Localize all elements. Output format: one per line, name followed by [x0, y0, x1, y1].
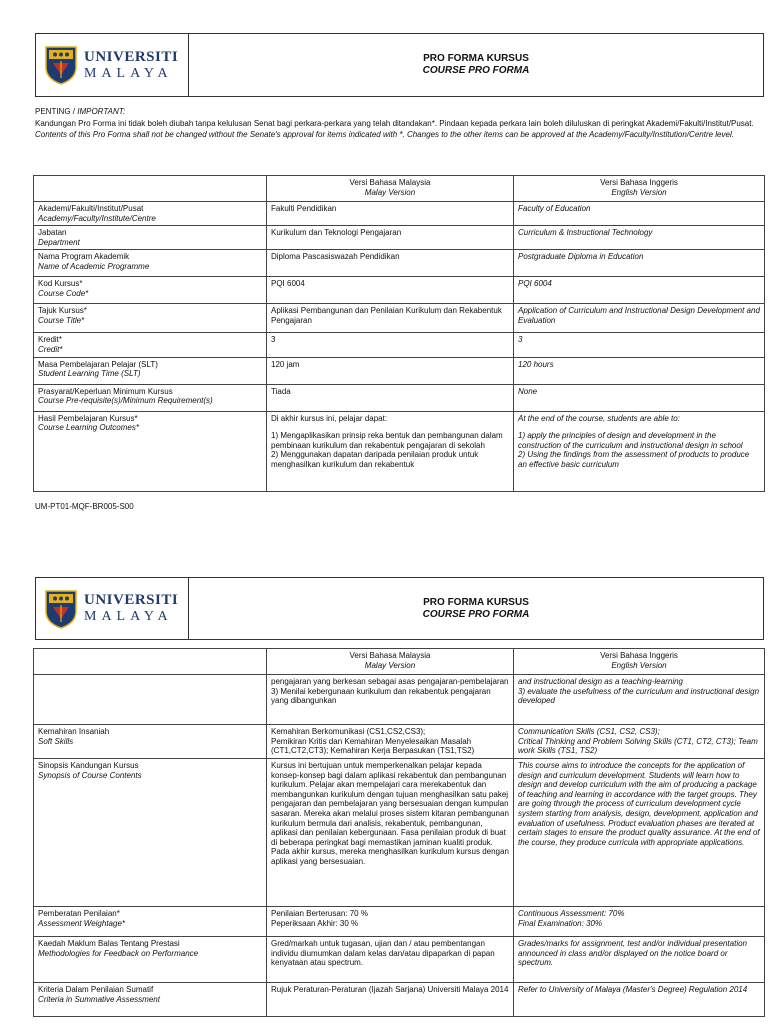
malay-value: 3: [271, 335, 276, 345]
english-value: This course aims to introduce the concepts for the application of design and curriculum development. Students will learn how to design and develop curriculum with the aim of producing a package of teaching and learning in accordance with the target groups. They are going through the process of curriculum development cycle system starting from analysis, design, development, application and evaluation of usefulness. Product evaluation phases are iterated at certain stages to ensure the product quality assurance. At the end of the course, they produce curricula with appropriate applications.: [518, 761, 760, 847]
row-label-ms: Nama Program Akademik: [38, 252, 130, 262]
malay-value-cell: [267, 202, 514, 226]
page-title: PRO FORMA KURSUS: [423, 596, 529, 608]
english-value: 3: [518, 335, 523, 345]
english-value: Communication Skills (CS1, CS2, CS3); Critical Thinking and Problem Solving Skills (CT1, CT2, CT3); Team work Skills (TS1, TS2): [518, 727, 758, 756]
malay-value-cell: [267, 983, 514, 1017]
row-label-en: Course Code*: [38, 288, 89, 298]
row-label-cell: [34, 333, 267, 357]
outcomes-intro-ms: Di akhir kursus ini, pelajar dapat:: [271, 413, 388, 423]
row-label-ms: Prasyarat/Keperluan Minimum Kursus: [38, 386, 173, 396]
form-code: UM-PT01-MQF-BR005-S00: [35, 502, 134, 511]
malay-value: pengajaran yang berkesan sebagai asas pengajaran-pembelajaran 3) Menilai kebergunaan kurikulum dan rekabentuk pengajaran yang dibangunkan: [271, 677, 509, 706]
title-cell: [189, 34, 763, 96]
row-label-ms: Kod Kursus*: [38, 279, 83, 289]
course-table-page-2: [33, 648, 765, 1017]
row-label-cell: [34, 759, 267, 907]
row-label-en: Credit*: [38, 344, 63, 354]
outcomes-intro-en: At the end of the course, students are able to:: [518, 413, 680, 423]
row-label-cell: [34, 226, 267, 250]
english-value: Faculty of Education: [518, 204, 591, 213]
malay-value-cell: [267, 907, 514, 937]
malay-value: Diploma Pascasiswazah Pendidikan: [271, 252, 400, 262]
table-row: [34, 304, 765, 333]
malay-value-cell: [267, 384, 514, 411]
table-header-row: [34, 649, 765, 675]
row-label-ms: Kriteria Dalam Penilaian Sumatif: [38, 985, 154, 994]
malay-value-cell: [267, 357, 514, 384]
outcome-1-ms: 1) Mengaplikasikan prinsip reka bentuk dan pembangunan dalam pembinaan kurikulum dan rekabentuk pengajaran di sekolah: [271, 431, 503, 450]
english-value: None: [518, 386, 538, 396]
malay-value-cell: [267, 725, 514, 759]
header-english-version: Versi Bahasa Inggeris English Version: [514, 649, 765, 675]
outcome-2-en: 2) Using the findings from the assessment of products to produce an effective basic curriculum: [518, 450, 750, 469]
malay-value-cell: [267, 250, 514, 277]
english-value: Refer to University of Malaya (Master's Degree) Regulation 2014: [518, 985, 748, 994]
row-label-ms: Akademi/Fakulti/Institut/Pusat: [38, 204, 144, 213]
logo-line-2: MALAYA: [84, 609, 173, 624]
row-label-ms: Pemberatan Penilaian*: [38, 909, 120, 918]
malay-value: Penilaian Berterusan: 70 % Peperiksaan Akhir: 30 %: [271, 909, 368, 928]
outcome-1-en: 1) apply the principles of design and development in the construction of the curriculum and instructional design in school: [518, 431, 743, 450]
english-value-cell: [514, 357, 765, 384]
page-subtitle: COURSE PRO FORMA: [422, 608, 530, 620]
header-blank-cell: [34, 176, 267, 202]
malay-value-cell: [267, 937, 514, 983]
table-row: [34, 384, 765, 411]
row-label-en: Soft Skills: [38, 736, 74, 746]
notice-body-ms: Kandungan Pro Forma ini tidak boleh diubah tanpa kelulusan Senat bagi perkara-perkara yang telah ditandakan*. Pindaan kepada perkara lain boleh diluluskan di peringkat Akademi/Fakulti/Institut/Pusat.: [35, 118, 754, 128]
row-label-en: Academy/Faculty/Institute/Centre: [38, 213, 156, 223]
logo-line-2: MALAYA: [84, 65, 173, 81]
notice-heading: [35, 107, 764, 117]
table-row: [34, 202, 765, 226]
table-row: [34, 250, 765, 277]
notice-body-en: Contents of this Pro Forma shall not be changed without the Senate's approval for items indicated with *. Changes to the other items can be approved at the Academy/Faculty/Institution/Centre level.: [35, 130, 734, 140]
row-label-cell: [34, 202, 267, 226]
table-row: [34, 759, 765, 907]
malay-value: Kemahiran Berkomunikasi (CS1,CS2,CS3); Pemikiran Kritis dan Kemahiran Menyelesaikan Masalah (CT1,CT2,CT3); Kemahiran Kerja Berpasukan (TS1,TS2): [271, 727, 475, 756]
row-label-en: Course Pre-requisite(s)/Minimum Requirement(s): [38, 396, 213, 406]
malay-value: Rujuk Peraturan-Peraturan (Ijazah Sarjana) Universiti Malaya 2014: [271, 985, 509, 994]
table-row-learning-outcomes: [34, 411, 765, 491]
row-label-en: Criteria in Summative Assessment: [38, 994, 160, 1004]
english-value-cell: [514, 277, 765, 304]
table-row: [34, 983, 765, 1017]
notice-heading-ms: PENTING /: [35, 107, 78, 116]
notice-heading-en: IMPORTANT:: [77, 107, 126, 116]
english-value: Curriculum & Instructional Technology: [518, 228, 653, 238]
table-row: [34, 277, 765, 304]
malay-value: Kurikulum dan Teknologi Pengajaran: [271, 228, 402, 238]
english-value-cell: [514, 759, 765, 907]
english-value: and instructional design as a teaching-learning 3) evaluate the usefulness of the curriculum and instructional design developed: [518, 677, 760, 706]
row-label-cell: [34, 411, 267, 491]
english-value-cell: [514, 384, 765, 411]
malay-value: Kursus ini bertujuan untuk memperkenalkan pelajar kepada konsep-konsep bagi dalam aplikasi rekabentuk dan pembangunan kurikulum. Pelajar akan mempelajari cara merekabentuk dan membangunkan kurikulum dengan tujuan menghasilkan satu pakej pengajaran dan pembelajaran yang bersesuaian dengan kumpulan sasaran. Mereka akan melalui proses sistem kitaran pembangunan kurikulum bermula dari analisis, rekabentuk, pembangunan, aplikasi dan penilaian kebergunaan. Fasa penilaian produk di buat di beberapa peringkat bagi memastikan jaminan kualiti produk. Pada akhir kursus, mereka menghasilkan kurikulum kursus dengan aplikasi yang bersesuaian.: [271, 761, 509, 866]
malay-value: Tiada: [271, 386, 291, 396]
malay-value: 120 jam: [271, 359, 300, 369]
malay-value: PQI 6004: [271, 279, 305, 289]
english-value-cell: [514, 333, 765, 357]
english-value-cell: [514, 675, 765, 725]
malay-value: Aplikasi Pembangunan dan Penilaian Kurikulum dan Rekabentuk Pengajaran: [271, 306, 502, 325]
english-value-cell: [514, 250, 765, 277]
header-box: [35, 33, 764, 97]
table-row: [34, 333, 765, 357]
english-value: Application of Curriculum and Instructional Design Development and Evaluation: [518, 306, 760, 325]
row-label-en: Name of Academic Programme: [38, 261, 150, 271]
title-cell: [189, 578, 763, 639]
malay-value-cell: [267, 333, 514, 357]
row-label-en: Department: [38, 237, 80, 247]
row-label-ms: Hasil Pembelajaran Kursus*: [38, 413, 138, 423]
table-row: [34, 226, 765, 250]
row-label-ms: Kemahiran Insaniah: [38, 727, 110, 736]
crest-icon: [44, 45, 78, 85]
crest-icon: [44, 589, 78, 629]
header-malay-version: Versi Bahasa Malaysia Malay Version: [267, 176, 514, 202]
row-label-ms: Masa Pembelajaran Pelajar (SLT): [38, 359, 158, 369]
english-value: 120 hours: [518, 359, 554, 369]
row-label-ms: Tajuk Kursus*: [38, 306, 87, 316]
english-value: Continuous Assessment: 70% Final Examination: 30%: [518, 909, 625, 928]
row-label-ms: Jabatan: [38, 228, 67, 238]
row-label-ms: Kredit*: [38, 335, 63, 345]
english-value: Postgraduate Diploma in Education: [518, 252, 644, 262]
malay-value: Fakulti Pendidikan: [271, 204, 337, 213]
row-label-ms: Kaedah Maklum Balas Tentang Prestasi: [38, 939, 180, 948]
row-label-en: Assessment Weightage*: [38, 918, 126, 928]
row-label-cell: [34, 357, 267, 384]
row-label-cell: [34, 983, 267, 1017]
malay-value-cell: [267, 277, 514, 304]
row-label-ms: Sinopsis Kandungan Kursus: [38, 761, 139, 770]
malay-value-cell: [267, 759, 514, 907]
english-value-cell: [514, 202, 765, 226]
english-value-cell: [514, 983, 765, 1017]
header-blank-cell: [34, 649, 267, 675]
header-malay-version: Versi Bahasa Malaysia Malay Version: [267, 649, 514, 675]
english-value-cell: [514, 907, 765, 937]
english-value-cell: [514, 725, 765, 759]
table-row: [34, 937, 765, 983]
table-header-row: [34, 176, 765, 202]
university-logo: [36, 34, 189, 96]
page-title: PRO FORMA KURSUS: [423, 53, 529, 64]
table-row: [34, 725, 765, 759]
row-label-cell: [34, 384, 267, 411]
row-label-cell: [34, 304, 267, 333]
english-value-cell: [514, 226, 765, 250]
row-label-cell: [34, 907, 267, 937]
important-notice: [35, 107, 764, 142]
row-label-en: Course Learning Outcomes*: [38, 423, 139, 433]
english-value-cell: [514, 304, 765, 333]
malay-value-cell: [267, 675, 514, 725]
malay-value-cell: [267, 226, 514, 250]
page-2: [0, 560, 768, 1024]
row-label-cell: [34, 725, 267, 759]
row-label-en: Synopsis of Course Contents: [38, 770, 142, 780]
malay-value: Gred/markah untuk tugasan, ujian dan / atau pembentangan individu diumumkan dalam kelas dan/atau dipaparkan di papan kenyataan atau spectrum.: [271, 939, 495, 968]
malay-value-cell: [267, 411, 514, 491]
table-row: [34, 357, 765, 384]
row-label-cell: [34, 675, 267, 725]
table-row: [34, 907, 765, 937]
row-label-cell: [34, 937, 267, 983]
logo-line-1: UNIVERSITI: [84, 48, 179, 65]
table-row: [34, 675, 765, 725]
english-value-cell: [514, 937, 765, 983]
logo-line-1: UNIVERSITI: [84, 592, 179, 608]
header-english-version: Versi Bahasa Inggeris English Version: [514, 176, 765, 202]
row-label-cell: [34, 250, 267, 277]
course-table-page-1: [33, 175, 765, 492]
university-logo: [36, 578, 189, 639]
malay-value-cell: [267, 304, 514, 333]
outcome-2-ms: 2) Menggunakan dapatan daripada penilaian produk untuk menghasilkan kurikulum dan rekabentuk: [271, 450, 479, 469]
row-label-en: Methodologies for Feedback on Performance: [38, 948, 199, 958]
page-subtitle: COURSE PRO FORMA: [422, 65, 530, 76]
row-label-en: Course Title*: [38, 315, 85, 325]
english-value-cell: [514, 411, 765, 491]
header-box: [35, 577, 764, 640]
english-value: Grades/marks for assignment, test and/or individual presentation announced in class and/or displayed on the notice board or spectrum.: [518, 939, 748, 968]
row-label-cell: [34, 277, 267, 304]
english-value: PQI 6004: [518, 279, 552, 289]
row-label-en: Student Learning Time (SLT): [38, 369, 141, 379]
